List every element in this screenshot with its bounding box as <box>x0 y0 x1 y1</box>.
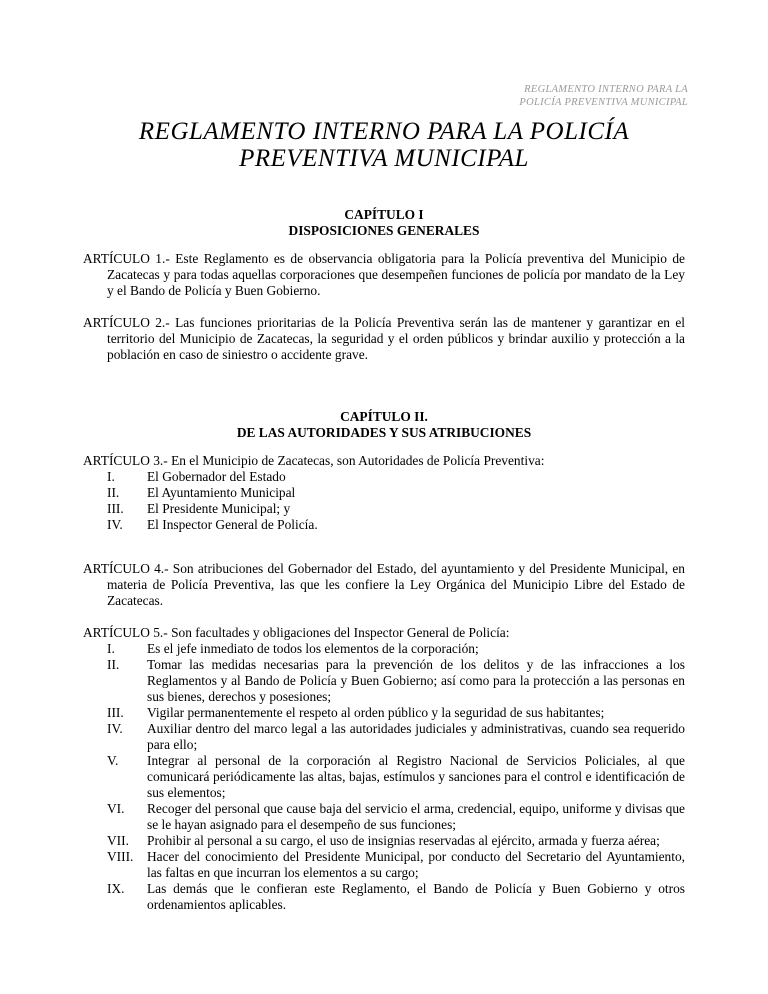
item-number: III. <box>107 501 124 516</box>
list-item <box>83 469 685 485</box>
chapter-2-subtitle: DE LAS AUTORIDADES Y SUS ATRIBUCIONES <box>236 425 532 440</box>
list-item <box>83 705 685 721</box>
item-text: Vigilar permanentemente el respeto al orden público y la seguridad de sus habitantes; <box>147 705 605 720</box>
chapter-1-heading: CAPÍTULO I <box>344 207 424 222</box>
item-text: Recoger del personal que cause baja del servicio el arma, credencial, equipo, uniforme y divisas que se le hayan asignado para el desempeño de sus funciones; <box>147 801 685 832</box>
list-item <box>83 501 685 517</box>
item-number: II. <box>107 657 120 672</box>
document-title <box>0 118 768 172</box>
item-text: Tomar las medidas necesarias para la prevención de los delitos y de las infracciones a los Reglamentos y al Bando de Policía y Buen Gobierno; así como para la protección a las personas en sus bienes, derechos y posesiones; <box>147 657 685 704</box>
article-2: ARTÍCULO 2.- Las funciones prioritarias de la Policía Preventiva serán las de mantener y garantizar en el territorio del Municipio de Zacatecas, la seguridad y el orden públicos y brindar auxilio y protección a la población en caso de siniestro o accidente grave. <box>83 315 685 362</box>
item-number: II. <box>107 485 120 500</box>
item-text: El Ayuntamiento Municipal <box>147 485 296 500</box>
list-item <box>83 485 685 501</box>
list-item <box>83 833 685 849</box>
running-header-line: POLICÍA PREVENTIVA MUNICIPAL <box>519 97 688 108</box>
article-3-intro: ARTÍCULO 3.- En el Municipio de Zacatecas, son Autoridades de Policía Preventiva: <box>83 453 545 468</box>
document-body <box>83 207 685 913</box>
list-item <box>83 517 685 533</box>
title-line: PREVENTIVA MUNICIPAL <box>239 145 529 172</box>
list-item <box>83 721 685 753</box>
item-text: Prohibir al personal a su cargo, el uso de insignias reservadas al ejército, armada y fuerza aérea; <box>147 833 660 848</box>
item-text: El Inspector General de Policía. <box>147 517 318 532</box>
item-number: I. <box>107 641 115 656</box>
list-item <box>83 801 685 833</box>
chapter-2-heading: CAPÍTULO II. <box>340 409 428 424</box>
title-line: REGLAMENTO INTERNO PARA LA POLICÍA <box>138 118 630 145</box>
item-text: Integrar al personal de la corporación al Registro Nacional de Servicios Policiales, al que comunicará periódicamente las altas, bajas, estímulos y sanciones para el control e identificación de sus elementos; <box>147 753 685 800</box>
item-text: Es el jefe inmediato de todos los elementos de la corporación; <box>147 641 479 656</box>
article-1: ARTÍCULO 1.- Este Reglamento es de observancia obligatoria para la Policía preventiva del Municipio de Zacatecas y para todas aquellas corporaciones que desempeñen funciones de policía por mandato de la Ley y el Bando de Policía y Buen Gobierno. <box>83 251 685 298</box>
item-number: VII. <box>107 833 129 848</box>
item-number: V. <box>107 753 119 768</box>
article-3-list <box>83 469 685 533</box>
list-item <box>83 641 685 657</box>
item-number: IV. <box>107 517 123 532</box>
item-number: III. <box>107 705 124 720</box>
item-number: I. <box>107 469 115 484</box>
item-text: Hacer del conocimiento del Presidente Municipal, por conducto del Secretario del Ayuntamiento, las faltas en que incurran los elementos a su cargo; <box>147 849 685 880</box>
list-item <box>83 753 685 801</box>
item-number: VIII. <box>107 849 134 864</box>
item-number: IV. <box>107 721 123 736</box>
item-number: VI. <box>107 801 125 816</box>
list-item <box>83 849 685 881</box>
item-number: IX. <box>107 881 125 896</box>
item-text: Las demás que le confieran este Reglamento, el Bando de Policía y Buen Gobierno y otros ordenamientos aplicables. <box>147 881 685 912</box>
running-header <box>519 83 688 109</box>
article-5-list <box>83 641 685 913</box>
article-4: ARTÍCULO 4.- Son atribuciones del Gobernador del Estado, del ayuntamiento y del Presidente Municipal, en materia de Policía Preventiva, las que les confiere la Ley Orgánica del Municipio Libre del Estado de Zacatecas. <box>83 561 685 608</box>
item-text: El Presidente Municipal; y <box>147 501 291 516</box>
list-item <box>83 881 685 913</box>
item-text: Auxiliar dentro del marco legal a las autoridades judiciales y administrativas, cuando sea requerido para ello; <box>147 721 685 752</box>
running-header-line: REGLAMENTO INTERNO PARA LA <box>524 84 688 95</box>
chapter-1-subtitle: DISPOSICIONES GENERALES <box>288 223 480 238</box>
item-text: El Gobernador del Estado <box>147 469 286 484</box>
article-5-intro: ARTÍCULO 5.- Son facultades y obligaciones del Inspector General de Policía: <box>83 625 510 640</box>
list-item <box>83 657 685 705</box>
